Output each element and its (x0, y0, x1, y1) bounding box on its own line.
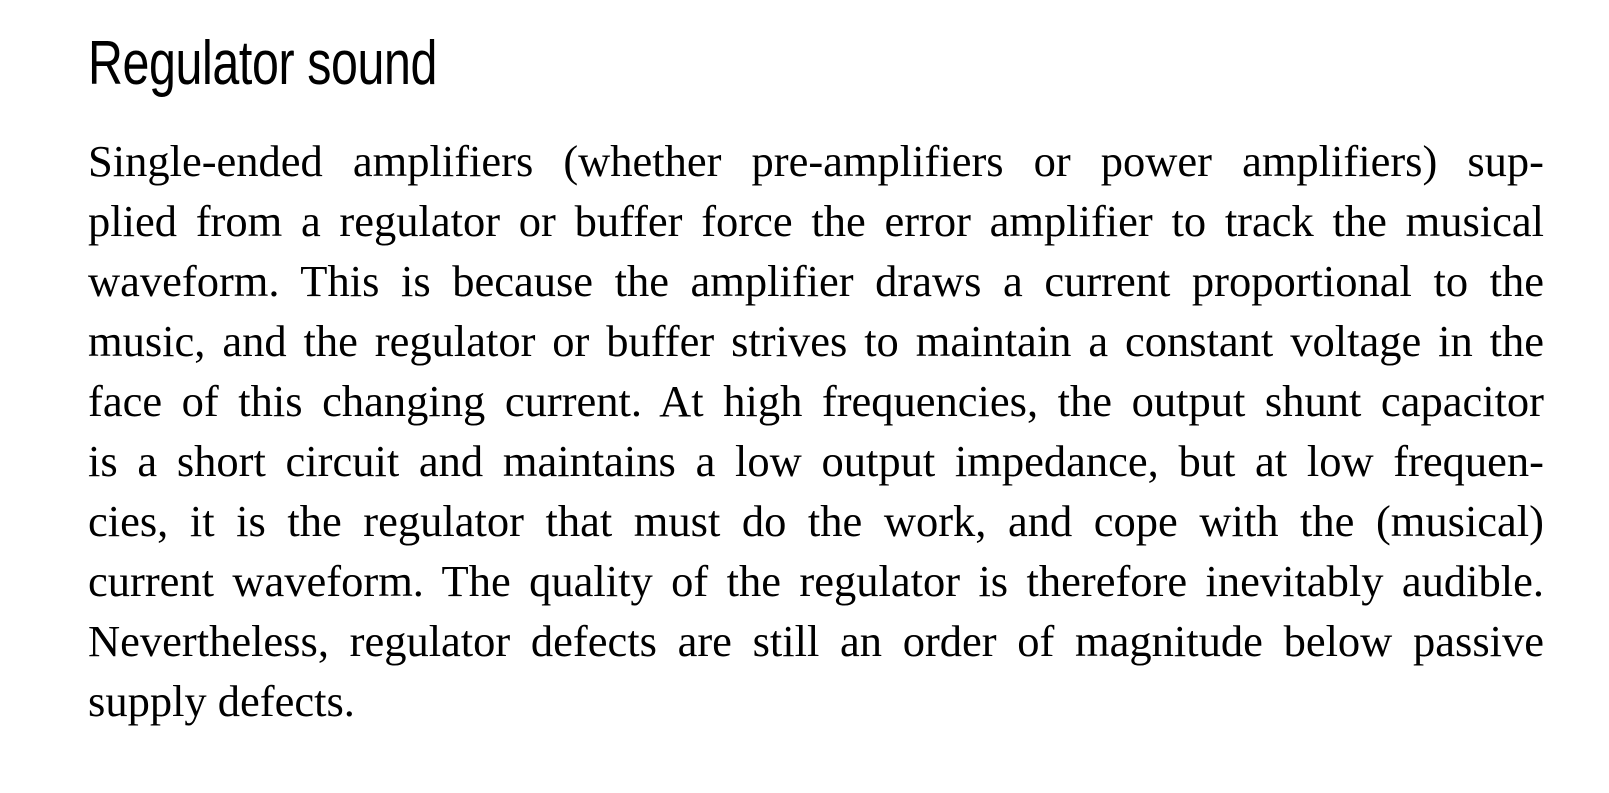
paragraph-line: waveform. This is because the amplifier draws a current proportional to the (88, 256, 1544, 306)
section-heading: Regulator sound (88, 29, 438, 98)
paragraph-line: current waveform. The quality of the regulator is therefore inevitably audible. (88, 556, 1544, 606)
body-paragraph (88, 131, 1544, 731)
paragraph-line: face of this changing current. At high frequencies, the output shunt capacitor (88, 376, 1544, 426)
paragraph-line: plied from a regulator or buffer force the error amplifier to track the musical (88, 196, 1544, 246)
paragraph-line: supply defects. (88, 676, 355, 726)
paragraph-line: Nevertheless, regulator defects are still an order of magnitude below passive (88, 616, 1544, 666)
paragraph-line: music, and the regulator or buffer strives to maintain a constant voltage in the (88, 316, 1544, 366)
paragraph-line: cies, it is the regulator that must do the work, and cope with the (musical) (88, 496, 1544, 546)
paragraph-line: is a short circuit and maintains a low output impedance, but at low frequen- (88, 436, 1544, 486)
document-page (88, 22, 1544, 731)
paragraph-line: Single-ended amplifiers (whether pre-amplifiers or power amplifiers) sup- (88, 136, 1544, 186)
